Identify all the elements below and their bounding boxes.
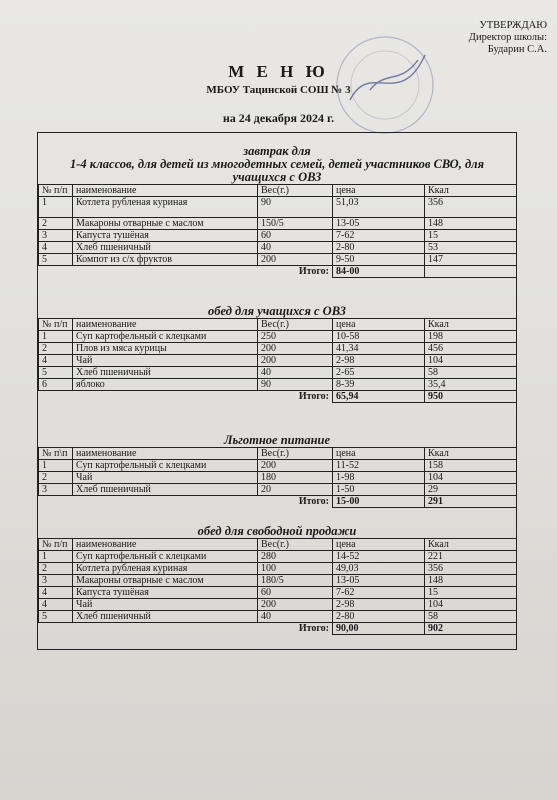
total-kcal [425, 266, 517, 278]
table-row [39, 460, 517, 472]
cell-kcal: 15 [425, 230, 517, 242]
lunch-free-table [38, 538, 517, 635]
total-label: Итого: [258, 623, 333, 635]
header-number: № п/п [39, 185, 73, 197]
cell-weight: 20 [258, 484, 333, 496]
header-kcal: Ккал [425, 185, 517, 197]
cell-kcal: 35,4 [425, 379, 517, 391]
breakfast-title-line-3: учащихся с ОВЗ [232, 170, 322, 184]
header-price: цена [333, 185, 425, 197]
cell-name: Котлета рубленая куриная [73, 197, 258, 218]
cell-price: 13-05 [333, 575, 425, 587]
cell-price: 10-58 [333, 331, 425, 343]
header-name: наименование [73, 539, 258, 551]
cell-name: Суп картофельный с клецками [73, 331, 258, 343]
approval-title: УТВЕРЖДАЮ [479, 20, 547, 31]
cell-number: 1 [39, 197, 73, 218]
total-kcal: 950 [425, 391, 517, 403]
cell-name: Макароны отварные с маслом [73, 575, 258, 587]
cell-weight: 200 [258, 355, 333, 367]
header-price: цена [333, 319, 425, 331]
cell-kcal: 15 [425, 587, 517, 599]
table-header-row [39, 448, 517, 460]
cell-weight: 150/5 [258, 218, 333, 230]
table-row [39, 551, 517, 563]
table-row [39, 599, 517, 611]
cell-number: 2 [39, 563, 73, 575]
cell-name: яблоко [73, 379, 258, 391]
total-spacer [73, 496, 258, 508]
cell-price: 2-65 [333, 367, 425, 379]
header-name: наименование [73, 319, 258, 331]
cell-number: 3 [39, 484, 73, 496]
total-price: 84-00 [333, 266, 425, 278]
menu-date: на 24 декабря 2024 г. [222, 111, 335, 125]
school-name: МБОУ Тацинской СОШ № 3 [206, 84, 351, 96]
total-row [39, 623, 517, 635]
lunch-ovz-table [38, 318, 517, 403]
table-row [39, 563, 517, 575]
table-header-row [39, 185, 517, 197]
header-weight: Вес(г.) [258, 185, 333, 197]
table-header-row [39, 319, 517, 331]
table-row [39, 484, 517, 496]
cell-kcal: 148 [425, 575, 517, 587]
cell-price: 51,03 [333, 197, 425, 218]
total-row [39, 266, 517, 278]
cell-price: 2-98 [333, 355, 425, 367]
header-kcal: Ккал [425, 319, 517, 331]
cell-price: 8-39 [333, 379, 425, 391]
cell-kcal: 104 [425, 355, 517, 367]
cell-number: 1 [39, 460, 73, 472]
header-number: № п\п [39, 448, 73, 460]
header-weight: Вес(г.) [258, 539, 333, 551]
table-row [39, 575, 517, 587]
cell-number: 4 [39, 355, 73, 367]
cell-kcal: 356 [425, 563, 517, 575]
cell-price: 11-52 [333, 460, 425, 472]
cell-name: Хлеб пшеничный [73, 242, 258, 254]
breakfast-table [38, 184, 517, 278]
total-label: Итого: [258, 266, 333, 278]
cell-kcal: 158 [425, 460, 517, 472]
cell-name: Чай [73, 599, 258, 611]
cell-weight: 200 [258, 343, 333, 355]
cell-price: 7-62 [333, 587, 425, 599]
header-number: № п/п [39, 539, 73, 551]
cell-weight: 90 [258, 197, 333, 218]
cell-price: 1-98 [333, 472, 425, 484]
header-number: № п/п [39, 319, 73, 331]
cell-price: 1-50 [333, 484, 425, 496]
total-kcal: 291 [425, 496, 517, 508]
cell-number: 1 [39, 551, 73, 563]
cell-kcal: 456 [425, 343, 517, 355]
total-kcal: 902 [425, 623, 517, 635]
header-name: наименование [73, 448, 258, 460]
cell-name: Капуста тушёная [73, 587, 258, 599]
total-spacer [73, 266, 258, 278]
cell-price: 14-52 [333, 551, 425, 563]
cell-name: Плов из мяса курицы [73, 343, 258, 355]
table-row [39, 230, 517, 242]
cell-number: 6 [39, 379, 73, 391]
cell-number: 4 [39, 587, 73, 599]
cell-name: Котлета рубленая куриная [73, 563, 258, 575]
menu-title: М Е Н Ю [228, 62, 329, 81]
cell-kcal: 148 [425, 218, 517, 230]
table-row [39, 379, 517, 391]
header-price: цена [333, 448, 425, 460]
cell-number: 2 [39, 472, 73, 484]
cell-number: 4 [39, 242, 73, 254]
benefit-section [38, 434, 516, 508]
cell-number: 5 [39, 611, 73, 623]
total-spacer [39, 391, 73, 403]
table-row [39, 587, 517, 599]
lunch-ovz-title: обед для учащихся с ОВЗ [208, 304, 346, 318]
total-price: 15-00 [333, 496, 425, 508]
approval-director-name: Бударин С.А. [487, 44, 547, 55]
table-row [39, 218, 517, 230]
total-price: 90,00 [333, 623, 425, 635]
cell-name: Хлеб пшеничный [73, 367, 258, 379]
approval-block [469, 20, 547, 56]
total-row [39, 496, 517, 508]
cell-number: 1 [39, 331, 73, 343]
header-kcal: Ккал [425, 539, 517, 551]
total-row [39, 391, 517, 403]
header-weight: Вес(г.) [258, 448, 333, 460]
cell-number: 2 [39, 343, 73, 355]
cell-price: 2-80 [333, 242, 425, 254]
cell-number: 3 [39, 230, 73, 242]
table-row [39, 611, 517, 623]
cell-kcal: 53 [425, 242, 517, 254]
cell-weight: 180 [258, 472, 333, 484]
cell-kcal: 147 [425, 254, 517, 266]
table-header-row [39, 539, 517, 551]
cell-weight: 90 [258, 379, 333, 391]
header-weight: Вес(г.) [258, 319, 333, 331]
table-row [39, 242, 517, 254]
cell-weight: 200 [258, 599, 333, 611]
cell-weight: 40 [258, 611, 333, 623]
cell-kcal: 198 [425, 331, 517, 343]
table-row [39, 197, 517, 218]
table-row [39, 367, 517, 379]
total-spacer [39, 623, 73, 635]
cell-number: 4 [39, 599, 73, 611]
cell-number: 5 [39, 367, 73, 379]
cell-kcal: 29 [425, 484, 517, 496]
cell-price: 2-80 [333, 611, 425, 623]
lunch-free-section [38, 525, 516, 635]
total-label: Итого: [258, 496, 333, 508]
cell-price: 41,34 [333, 343, 425, 355]
header-name: наименование [73, 185, 258, 197]
cell-name: Капуста тушёная [73, 230, 258, 242]
cell-name: Хлеб пшеничный [73, 611, 258, 623]
lunch-ovz-section [38, 305, 516, 403]
cell-kcal: 58 [425, 611, 517, 623]
cell-number: 2 [39, 218, 73, 230]
cell-weight: 60 [258, 587, 333, 599]
cell-name: Чай [73, 355, 258, 367]
header-kcal: Ккал [425, 448, 517, 460]
cell-kcal: 221 [425, 551, 517, 563]
cell-weight: 40 [258, 367, 333, 379]
total-spacer [39, 496, 73, 508]
cell-number: 5 [39, 254, 73, 266]
breakfast-title-line-2: 1-4 классов, для детей из многодетных семей, детей участников СВО, для [69, 157, 485, 171]
cell-name: Чай [73, 472, 258, 484]
cell-price: 7-62 [333, 230, 425, 242]
cell-weight: 180/5 [258, 575, 333, 587]
cell-price: 2-98 [333, 599, 425, 611]
total-spacer [39, 266, 73, 278]
cell-weight: 200 [258, 460, 333, 472]
benefit-table [38, 447, 517, 508]
cell-weight: 200 [258, 254, 333, 266]
cell-name: Компот из с/х фруктов [73, 254, 258, 266]
table-row [39, 355, 517, 367]
table-row [39, 254, 517, 266]
cell-weight: 60 [258, 230, 333, 242]
benefit-title: Льготное питание [223, 433, 331, 447]
cell-kcal: 58 [425, 367, 517, 379]
table-row [39, 331, 517, 343]
cell-price: 9-50 [333, 254, 425, 266]
breakfast-section [38, 145, 516, 278]
cell-weight: 40 [258, 242, 333, 254]
cell-name: Макароны отварные с маслом [73, 218, 258, 230]
cell-number: 3 [39, 575, 73, 587]
total-spacer [73, 623, 258, 635]
table-row [39, 343, 517, 355]
approval-position: Директор школы: [468, 32, 547, 43]
cell-kcal: 104 [425, 599, 517, 611]
breakfast-title-line-1: завтрак для [243, 144, 311, 158]
menu-frame [37, 132, 517, 650]
total-label: Итого: [258, 391, 333, 403]
cell-name: Хлеб пшеничный [73, 484, 258, 496]
cell-kcal: 104 [425, 472, 517, 484]
cell-kcal: 356 [425, 197, 517, 218]
cell-name: Суп картофельный с клецками [73, 551, 258, 563]
header-price: цена [333, 539, 425, 551]
total-price: 65,94 [333, 391, 425, 403]
cell-weight: 250 [258, 331, 333, 343]
cell-weight: 280 [258, 551, 333, 563]
total-spacer [73, 391, 258, 403]
cell-price: 13-05 [333, 218, 425, 230]
lunch-free-title: обед для свободной продажи [197, 524, 357, 538]
cell-name: Суп картофельный с клецками [73, 460, 258, 472]
table-row [39, 472, 517, 484]
cell-weight: 100 [258, 563, 333, 575]
cell-price: 49,03 [333, 563, 425, 575]
